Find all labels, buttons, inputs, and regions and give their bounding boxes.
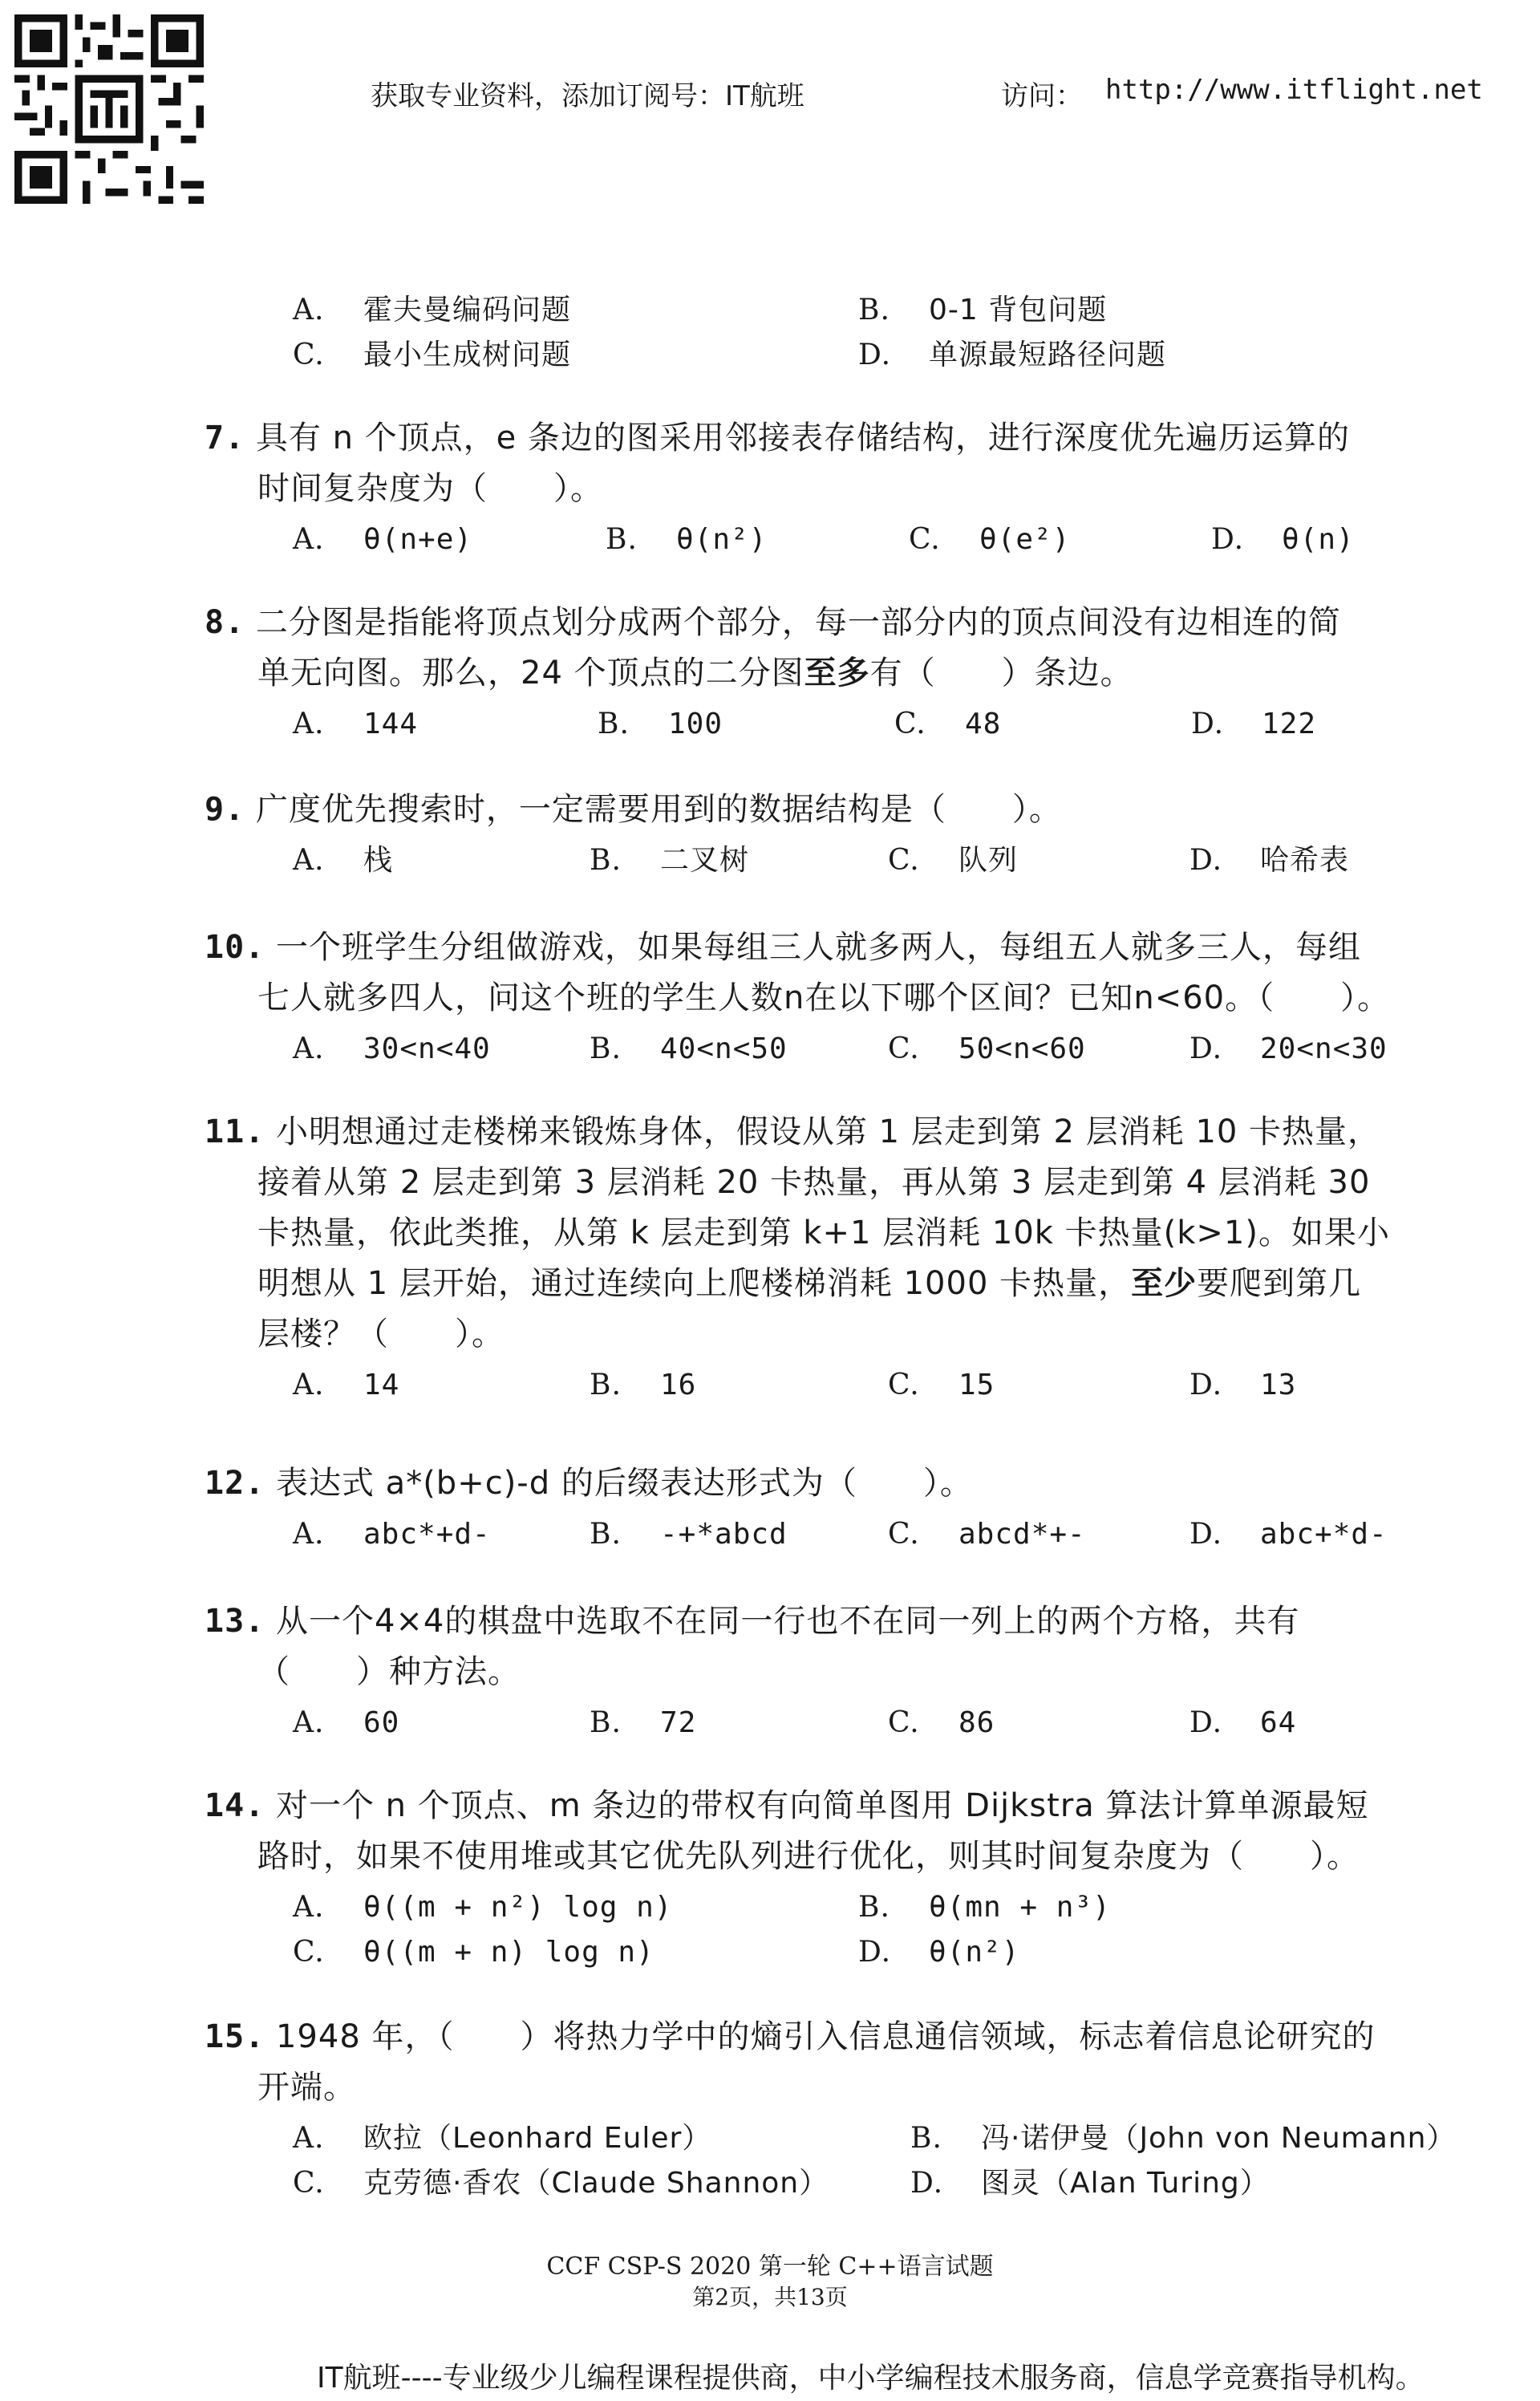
option-label: A. [293,2122,325,2155]
question-number: 15. [205,2018,265,2055]
question-text: 一个班学生分组做游戏，如果每组三人就多两人，每组五人就多三人，每组 [275,929,1361,966]
emphasis-text: 至少 [1131,1265,1198,1302]
question-text: 对一个 n 个顶点、m 条边的带权有向简单图用 Dijkstra 算法计算单源最短 [275,1787,1369,1824]
option-text: 122 [1262,708,1317,740]
question-text: 要爬到第几 [1197,1265,1362,1302]
option-text: 15 [958,1369,995,1401]
option-text: 100 [668,708,723,740]
option-label: B. [590,1706,622,1739]
option-text: θ(n²) [676,523,768,556]
option-text: 48 [965,708,1002,740]
option-label: A. [293,294,325,326]
option-label: B. [858,1891,890,1924]
option-text: 欧拉（Leonhard Euler） [363,2122,712,2155]
question-text: 明想从 1 层开始，通过连续向上爬楼梯消耗 1000 卡热量， [257,1265,1132,1302]
option-label: C. [293,339,325,371]
option-label: B. [590,1518,622,1551]
question-9 [205,785,1440,880]
question-text: 具有 n 个顶点，e 条边的图采用邻接表存储结构，进行深度优先遍历运算的 [255,420,1350,456]
option-text: 队列 [958,844,1019,877]
question-number: 9. [205,791,245,828]
question-text: 七人就多四人，问这个班的学生人数n在以下哪个区间？已知n<60。（ ）。 [257,979,1391,1016]
option-label: B. [858,294,890,326]
option-text: θ(n²) [929,1936,1020,1969]
option-text: θ((m + n²) log n) [363,1891,673,1924]
option-text: θ(n+e) [363,523,473,556]
option-label: B. [910,2122,942,2155]
option-text: 冯·诺伊曼（John von Neumann） [981,2122,1457,2155]
question-number: 12. [205,1465,265,1502]
question-text: 1948 年，（ ）将热力学中的熵引入信息通信领域，标志着信息论研究的 [275,2018,1376,2055]
question-text: 层楼？（ ）。 [257,1316,505,1353]
option-label: B. [598,708,630,740]
option-text: 栈 [363,844,394,877]
option-text: abc+*d- [1260,1518,1388,1551]
question-number: 11. [205,1113,265,1150]
option-label: A. [293,708,325,740]
question-number: 14. [205,1787,265,1824]
option-text: 二叉树 [660,844,750,877]
question-text: 二分图是指能将顶点划分成两个部分，每一部分内的顶点间没有边相连的简 [255,604,1341,641]
option-text: 30<n<40 [363,1032,491,1065]
option-text: 50<n<60 [958,1032,1086,1065]
option-label: C. [293,1936,325,1969]
question-10 [205,923,1440,1069]
question-12 [205,1458,1440,1554]
option-text: 克劳德·香农（Claude Shannon） [363,2167,829,2200]
exam-title-footer: CCF CSP-S 2020 第一轮 C++语言试题 [546,2253,994,2281]
option-label: D. [1189,1518,1223,1551]
option-text: θ((m + n) log n) [363,1936,654,1969]
option-text: 60 [363,1706,400,1739]
question-11 [205,1107,1440,1405]
question-8 [205,598,1440,744]
question-text: 有（ ）条边。 [869,655,1133,692]
question-text: 路时，如果不使用堆或其它优先队列进行优化，则其时间复杂度为（ ）。 [257,1838,1360,1875]
question-text: 广度优先搜索时，一定需要用到的数据结构是（ ）。 [255,791,1062,828]
option-label: D. [1189,1706,1223,1739]
option-text: 霍夫曼编码问题 [363,294,572,326]
option-text: θ(e²) [979,523,1071,556]
option-label: D. [1191,708,1225,740]
option-text: 20<n<30 [1260,1032,1388,1065]
option-text: 40<n<50 [660,1032,788,1065]
question-15 [205,2012,1457,2203]
question-text: 接着从第 2 层走到第 3 层消耗 20 卡热量，再从第 3 层走到第 4 层消耗 30 [257,1164,1371,1201]
option-text: 0-1 背包问题 [929,294,1108,326]
option-label: A. [293,844,325,877]
option-label: B. [590,844,622,877]
option-text: 144 [363,708,419,740]
question-14 [205,1781,1440,1972]
option-label: D. [858,339,892,371]
option-label: A. [293,1369,325,1401]
bottom-banner: IT航班----专业级少儿编程课程提供商，中小学编程技术服务商，信息学竞赛指导机构。 [317,2362,1424,2395]
option-label: B. [590,1032,622,1065]
question-text: 单无向图。那么，24 个顶点的二分图 [257,655,804,692]
option-text: 图灵（Alan Turing） [981,2167,1270,2200]
option-label: A. [293,1706,325,1739]
question-number: 13. [205,1603,265,1640]
question-text: 表达式 a*(b+c)-d 的后缀表达形式为（ ）。 [275,1465,973,1502]
option-label: A. [293,1891,325,1924]
question-text: 从一个4×4的棋盘中选取不在同一行也不在同一列上的两个方格，共有 [275,1603,1300,1640]
option-label: C. [909,523,941,556]
option-text: 64 [1260,1706,1297,1739]
option-label: C. [293,2167,325,2200]
question-text: （ ）种方法。 [257,1653,521,1690]
option-label: A. [293,523,325,556]
question-number: 10. [205,929,265,966]
option-text: 86 [958,1706,995,1739]
option-label: C. [888,1032,920,1065]
option-text: abcd*+- [958,1518,1086,1551]
option-label: B. [590,1369,622,1401]
option-text: abc*+d- [363,1518,491,1551]
header-promo: 获取专业资料，添加订阅号：IT航班 [371,80,804,112]
option-label: C. [894,708,926,740]
option-text: 16 [660,1369,697,1401]
question-7 [205,413,1440,559]
question-text: 卡热量，依此类推，从第 k 层走到第 k+1 层消耗 10k 卡热量(k>1)。如果小 [257,1215,1390,1251]
option-label: A. [293,1518,325,1551]
emphasis-text: 至多 [804,655,870,692]
option-text: θ(mn + n³) [929,1891,1111,1924]
option-text: 哈希表 [1260,844,1350,877]
option-text: θ(n) [1282,523,1355,556]
option-label: D. [910,2167,944,2200]
option-label: C. [888,1518,920,1551]
page-number: 第2页，共13页 [692,2284,848,2310]
option-label: C. [888,844,920,877]
option-label: C. [888,1706,920,1739]
question-text: 开端。 [257,2069,356,2106]
option-label: C. [888,1369,920,1401]
option-text: 单源最短路径问题 [929,339,1167,371]
option-label: B. [606,523,638,556]
option-text: 最小生成树问题 [363,339,572,371]
header-visit-label: 访问： [1001,80,1083,112]
option-label: D. [1189,1369,1223,1401]
qr-code-image [14,14,204,204]
option-label: D. [1189,844,1223,877]
option-text: 14 [363,1369,400,1401]
option-label: A. [293,1032,325,1065]
option-text: 13 [1260,1369,1297,1401]
option-text: -+*abcd [660,1518,788,1551]
question-text: 时间复杂度为（ ）。 [257,470,603,507]
question-text: 小明想通过走楼梯来锻炼身体，假设从第 1 层走到第 2 层消耗 10 卡热量， [275,1113,1381,1150]
question-number: 7. [205,420,245,456]
question-13 [205,1596,1440,1742]
option-label: D. [858,1936,892,1969]
header-url[interactable]: http://www.itflight.net [1105,74,1483,106]
option-label: D. [1211,523,1245,556]
q6-options [205,285,1440,375]
option-text: 72 [660,1706,697,1739]
option-label: D. [1189,1032,1223,1065]
question-number: 8. [205,604,245,641]
